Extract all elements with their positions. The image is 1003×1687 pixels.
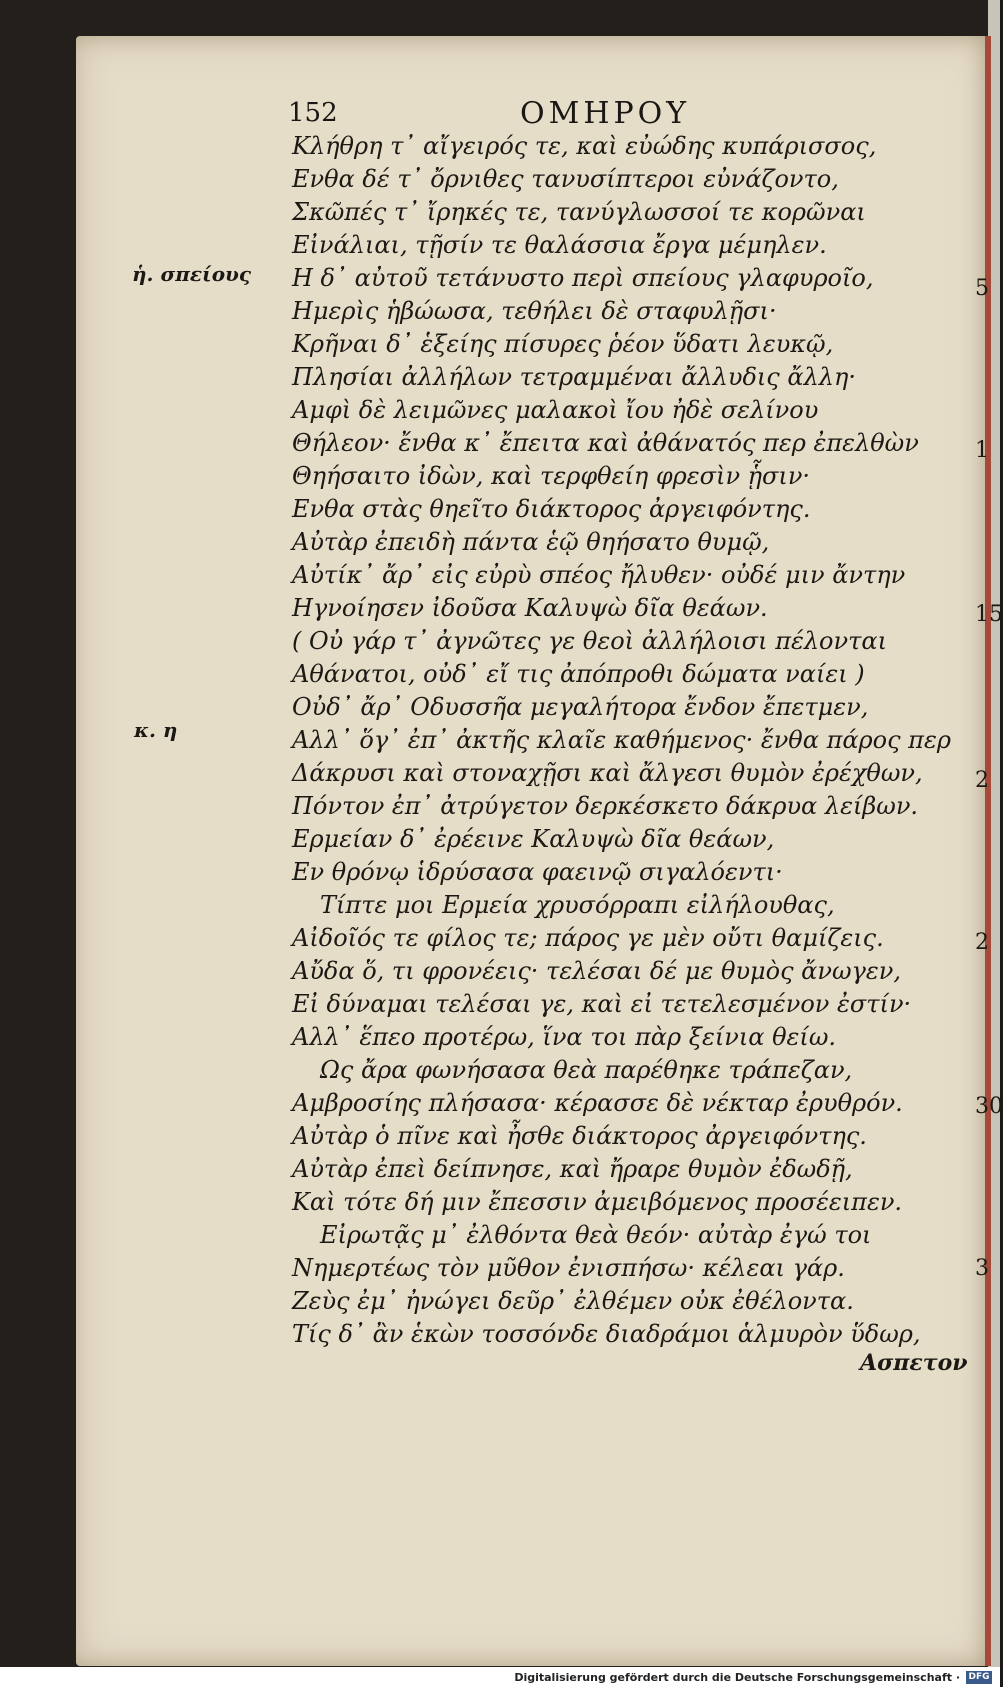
marginal-note: ἡ. σπείους [132,262,252,286]
footer-bar [0,1667,1000,1687]
verse-line: Αλλ᾽ ἕπεο προτέρω, ἵνα τοι πὰρ ξείνια θείω. [292,1023,837,1051]
line-number: 15 [975,602,1003,627]
verse-line: Αὐτίκ᾽ ἄρ᾽ εἰς εὐρὺ σπέος ἤλυθεν· οὐδέ μιν ἄντην [292,561,906,589]
verse-line: Πλησίαι ἀλλήλων τετραμμέναι ἄλλυδις ἄλλη· [292,363,857,391]
verse-line: Αἰδοῖός τε φίλος τε; πάρος γε μὲν οὔτι θαμίζεις. [292,924,884,952]
marginal-note: κ. η [134,718,178,742]
verse-line: Εἰνάλιαι, τῇσίν τε θαλάσσια ἔργα μέμηλεν. [292,231,827,259]
verse-line: Ημερὶς ἡβώωσα, τεθήλει δὲ σταφυλῇσι· [292,297,777,325]
line-number: 3 [975,1256,989,1281]
verse-line: Αλλ᾽ ὅγ᾽ ἐπ᾽ ἀκτῆς κλαῖε καθήμενος· ἔνθα πάρος περ [292,726,951,754]
verse-line: Αθάνατοι, οὐδ᾽ εἴ τις ἀπόπροθι δώματα ναίει ) [292,660,865,688]
line-number: 1 [975,438,989,463]
verse-line: Ενθα στὰς θηεῖτο διάκτορος ἀργειφόντης. [292,495,811,523]
verse-line: Αὐτὰρ ὁ πῖνε καὶ ἦσθε διάκτορος ἀργειφόντης. [292,1122,867,1150]
verse-line: ( Οὐ γάρ τ᾽ ἀγνῶτες γε θεοὶ ἀλλήλοισι πέλονται [292,627,887,655]
verse-line: Ερμείαν δ᾽ ἐρέεινε Καλυψὼ δῖα θεάων, [292,825,775,853]
verse-line: Ενθα δέ τ᾽ ὄρνιθες τανυσίπτεροι εὐνάζοντο, [292,165,839,193]
verse-line: Αὔδα ὅ, τι φρονέεις· τελέσαι δέ με θυμὸς ἄνωγεν, [292,957,901,985]
line-number: 5 [975,276,989,301]
line-number: 30 [975,1094,1003,1119]
verse-line: Ηγνοίησεν ἰδοῦσα Καλυψὼ δῖα θεάων. [292,594,768,622]
page-number: 152 [288,98,338,128]
running-title: ΟΜΗΡΟΥ [520,96,691,131]
verse-line: Πόντον ἐπ᾽ ἀτρύγετον δερκέσκετο δάκρυα λείβων. [292,792,919,820]
verse-line: Σκῶπές τ᾽ ἴρηκές τε, τανύγλωσσοί τε κορῶναι [292,198,866,226]
verse-line: Η δ᾽ αὐτοῦ τετάνυστο περὶ σπείους γλαφυροῖο, [292,264,874,292]
verse-line: Τίπτε μοι Ερμεία χρυσόρραπι εἰλήλουθας, [320,891,835,919]
digitization-credit: Digitalisierung gefördert durch die Deutsche Forschungsgemeinschaft · [514,1671,960,1684]
verse-line: Θήλεον· ἔνθα κ᾽ ἔπειτα καὶ ἀθάνατός περ ἐπελθὼν [292,429,919,457]
verse-line: Ζεὺς ἐμ᾽ ἠνώγει δεῦρ᾽ ἐλθέμεν οὐκ ἐθέλοντα. [292,1287,854,1315]
verse-line: Οὐδ᾽ ἄρ᾽ Οδυσσῆα μεγαλήτορα ἔνδον ἔπετμεν, [292,693,869,721]
verse-line: Αὐτὰρ ἐπειδὴ πάντα ἑῷ θηήσατο θυμῷ, [292,528,770,556]
verse-line: Θηήσαιτο ἰδὼν, καὶ τερφθείη φρεσὶν ᾗσιν· [292,462,811,490]
verse-line: Καὶ τότε δή μιν ἔπεσσιν ἀμειβόμενος προσέειπεν. [292,1188,903,1216]
verse-line: Εν θρόνῳ ἱδρύσασα φαεινῷ σιγαλόεντι· [292,858,783,886]
verse-line: Κλήθρη τ᾽ αἴγειρός τε, καὶ εὐώδης κυπάρισσος, [292,132,877,160]
verse-line: Τίς δ᾽ ἂν ἑκὼν τοσσόνδε διαδράμοι ἁλμυρὸν ὕδωρ, [292,1320,921,1348]
verse-line: Ως ἄρα φωνήσασα θεὰ παρέθηκε τράπεζαν, [320,1056,853,1084]
verse-line: Νημερτέως τὸν μῦθον ἐνισπήσω· κέλεαι γάρ. [292,1254,845,1282]
verse-line: Εἰ δύναμαι τελέσαι γε, καὶ εἰ τετελεσμένον ἐστίν· [292,990,912,1018]
verse-line: Αμφὶ δὲ λειμῶνες μαλακοὶ ἴου ἠδὲ σελίνου [292,396,819,424]
verse-line: Δάκρυσι καὶ στοναχῇσι καὶ ἄλγεσι θυμὸν ἐρέχθων, [292,759,923,787]
verse-line: Κρῆναι δ᾽ ἑξείης πίσυρες ῥέον ὕδατι λευκῷ, [292,330,834,358]
verse-line: Αμβροσίης πλήσασα· κέρασσε δὲ νέκταρ ἐρυθρόν. [292,1089,903,1117]
verse-line: Εἰρωτᾷς μ᾽ ἐλθόντα θεὰ θεόν· αὐτὰρ ἐγώ τοι [320,1221,872,1249]
catchword: Ασπετον [860,1350,968,1376]
line-number: 2 [975,930,989,955]
verse-line: Αὐτὰρ ἐπεὶ δείπνησε, καὶ ἤραρε θυμὸν ἐδωδῇ, [292,1155,853,1183]
line-number: 2 [975,768,989,793]
dfg-logo-icon: DFG [966,1671,992,1684]
